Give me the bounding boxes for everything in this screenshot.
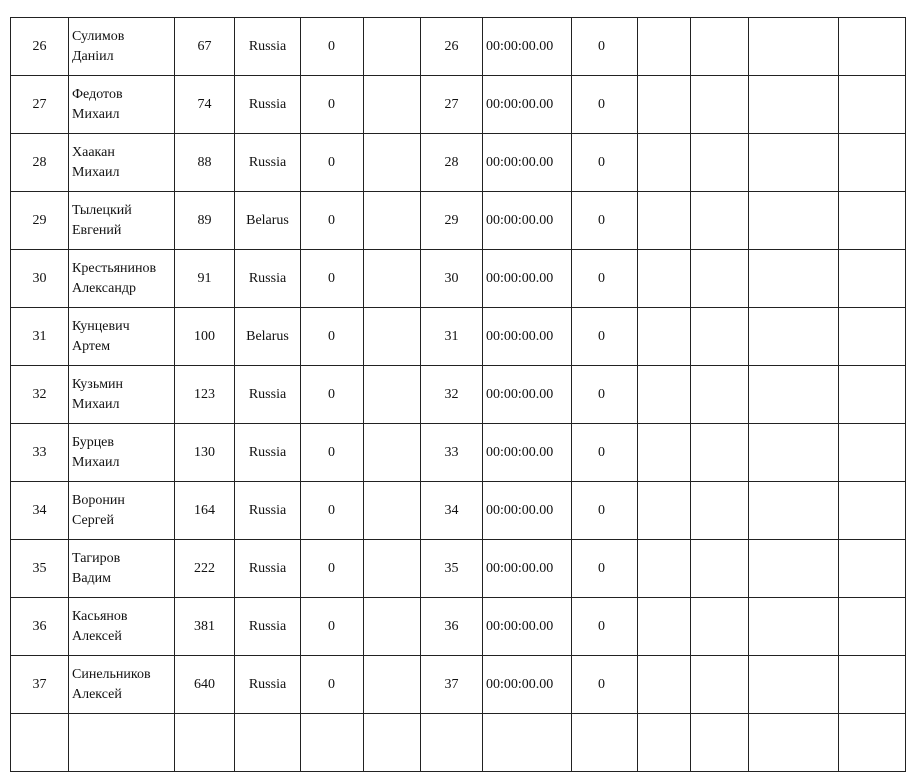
empty-cell [638, 424, 691, 482]
empty-cell [749, 540, 839, 598]
empty-cell [638, 18, 691, 76]
athlete-surname: Тагиров [72, 550, 121, 566]
athlete-firstname: Александр [72, 280, 136, 296]
empty-cell [839, 424, 906, 482]
country-cell: Russia [235, 76, 301, 134]
total-cell: 0 [572, 656, 638, 714]
place-cell: 36 [11, 598, 69, 656]
empty-cell [749, 308, 839, 366]
place-cell: 32 [11, 366, 69, 424]
total-cell: 0 [572, 366, 638, 424]
empty-cell [638, 250, 691, 308]
athlete-surname: Синельников [72, 666, 151, 682]
points-cell: 0 [301, 366, 364, 424]
empty-cell [691, 76, 749, 134]
points-cell: 0 [301, 250, 364, 308]
table-row [11, 366, 906, 424]
rank-cell: 28 [421, 134, 483, 192]
athlete-name-cell [69, 366, 175, 424]
place-cell: 35 [11, 540, 69, 598]
total-cell: 0 [572, 308, 638, 366]
rank-cell [421, 714, 483, 772]
empty-cell [839, 134, 906, 192]
empty-cell [691, 18, 749, 76]
empty-cell [749, 714, 839, 772]
place-cell: 33 [11, 424, 69, 482]
time-cell: 00:00:00.00 [483, 192, 572, 250]
place-cell: 27 [11, 76, 69, 134]
empty-cell [749, 18, 839, 76]
athlete-surname: Хаакан [72, 144, 115, 160]
empty-cell [691, 598, 749, 656]
bib-cell: 67 [175, 18, 235, 76]
table-row [11, 482, 906, 540]
empty-cell [364, 714, 421, 772]
place-cell: 30 [11, 250, 69, 308]
empty-cell [364, 656, 421, 714]
empty-cell [749, 76, 839, 134]
empty-cell [364, 192, 421, 250]
empty-cell [749, 598, 839, 656]
bib-cell: 100 [175, 308, 235, 366]
country-cell: Russia [235, 656, 301, 714]
athlete-name-cell [69, 424, 175, 482]
athlete-firstname: Михаил [72, 106, 120, 122]
empty-cell [691, 656, 749, 714]
empty-cell [364, 250, 421, 308]
place-cell: 28 [11, 134, 69, 192]
athlete-name-cell [69, 134, 175, 192]
place-cell: 26 [11, 18, 69, 76]
empty-cell [691, 250, 749, 308]
place-cell [11, 714, 69, 772]
bib-cell: 164 [175, 482, 235, 540]
rank-cell: 34 [421, 482, 483, 540]
bib-cell: 222 [175, 540, 235, 598]
empty-cell [691, 134, 749, 192]
empty-cell [749, 482, 839, 540]
empty-cell [839, 76, 906, 134]
athlete-name-cell [69, 192, 175, 250]
empty-cell [839, 598, 906, 656]
rank-cell: 31 [421, 308, 483, 366]
country-cell: Russia [235, 366, 301, 424]
total-cell: 0 [572, 250, 638, 308]
athlete-name-cell [69, 656, 175, 714]
points-cell: 0 [301, 134, 364, 192]
athlete-name-cell [69, 250, 175, 308]
athlete-firstname: Вадим [72, 570, 112, 586]
total-cell: 0 [572, 192, 638, 250]
rank-cell: 29 [421, 192, 483, 250]
time-cell: 00:00:00.00 [483, 540, 572, 598]
athlete-firstname: Алексей [72, 628, 122, 644]
rank-cell: 33 [421, 424, 483, 482]
points-cell: 0 [301, 598, 364, 656]
total-cell: 0 [572, 76, 638, 134]
country-cell: Russia [235, 18, 301, 76]
table-row [11, 656, 906, 714]
empty-cell [839, 482, 906, 540]
empty-cell [691, 192, 749, 250]
empty-cell [364, 76, 421, 134]
country-cell: Russia [235, 134, 301, 192]
table-row [11, 424, 906, 482]
empty-cell [638, 192, 691, 250]
table-row [11, 18, 906, 76]
points-cell: 0 [301, 192, 364, 250]
place-cell: 34 [11, 482, 69, 540]
empty-cell [691, 540, 749, 598]
rank-cell: 27 [421, 76, 483, 134]
empty-cell [364, 598, 421, 656]
time-cell: 00:00:00.00 [483, 250, 572, 308]
empty-cell [839, 18, 906, 76]
athlete-name-cell [69, 598, 175, 656]
total-cell: 0 [572, 540, 638, 598]
bib-cell: 91 [175, 250, 235, 308]
athlete-surname: Бурцев [72, 434, 115, 450]
table-row [11, 308, 906, 366]
empty-cell [638, 656, 691, 714]
athlete-name-cell [69, 482, 175, 540]
empty-cell [638, 76, 691, 134]
empty-cell [364, 18, 421, 76]
table-row [11, 540, 906, 598]
empty-cell [638, 598, 691, 656]
empty-cell [839, 366, 906, 424]
country-cell: Russia [235, 540, 301, 598]
country-cell: Russia [235, 250, 301, 308]
athlete-firstname: Алексей [72, 686, 122, 702]
empty-cell [839, 250, 906, 308]
empty-cell [638, 482, 691, 540]
athlete-firstname: Евгений [72, 222, 122, 238]
empty-cell [364, 134, 421, 192]
bib-cell: 88 [175, 134, 235, 192]
table-row [11, 250, 906, 308]
empty-cell [364, 482, 421, 540]
rank-cell: 37 [421, 656, 483, 714]
empty-cell [638, 366, 691, 424]
table-row [11, 134, 906, 192]
time-cell: 00:00:00.00 [483, 76, 572, 134]
empty-cell [364, 366, 421, 424]
time-cell: 00:00:00.00 [483, 308, 572, 366]
table-row [11, 192, 906, 250]
athlete-surname: Сулимов [72, 28, 125, 44]
empty-cell [364, 308, 421, 366]
country-cell [235, 714, 301, 772]
total-cell: 0 [572, 134, 638, 192]
time-cell: 00:00:00.00 [483, 482, 572, 540]
athlete-firstname: Данiил [72, 48, 114, 64]
athlete-surname: Кунцевич [72, 318, 130, 334]
athlete-surname: Воронин [72, 492, 125, 508]
bib-cell: 123 [175, 366, 235, 424]
empty-cell [364, 424, 421, 482]
total-cell: 0 [572, 424, 638, 482]
empty-cell [691, 424, 749, 482]
country-cell: Belarus [235, 308, 301, 366]
empty-cell [839, 714, 906, 772]
country-cell: Russia [235, 598, 301, 656]
empty-cell [638, 134, 691, 192]
athlete-name-cell [69, 540, 175, 598]
bib-cell: 89 [175, 192, 235, 250]
empty-cell [839, 540, 906, 598]
athlete-firstname: Михаил [72, 454, 120, 470]
athlete-surname: Федотов [72, 86, 123, 102]
bib-cell: 640 [175, 656, 235, 714]
empty-cell [691, 366, 749, 424]
place-cell: 29 [11, 192, 69, 250]
table-row [11, 76, 906, 134]
time-cell: 00:00:00.00 [483, 366, 572, 424]
table-row [11, 598, 906, 656]
empty-cell [691, 714, 749, 772]
time-cell: 00:00:00.00 [483, 18, 572, 76]
bib-cell [175, 714, 235, 772]
points-cell: 0 [301, 656, 364, 714]
bib-cell: 130 [175, 424, 235, 482]
rank-cell: 26 [421, 18, 483, 76]
rank-cell: 35 [421, 540, 483, 598]
points-cell [301, 714, 364, 772]
athlete-firstname: Артем [72, 338, 111, 354]
athlete-name-cell [69, 714, 175, 772]
time-cell [483, 714, 572, 772]
empty-cell [691, 482, 749, 540]
time-cell: 00:00:00.00 [483, 134, 572, 192]
results-table-body [11, 18, 906, 772]
athlete-name-cell [69, 18, 175, 76]
country-cell: Belarus [235, 192, 301, 250]
empty-cell [839, 656, 906, 714]
empty-cell [749, 366, 839, 424]
place-cell: 31 [11, 308, 69, 366]
points-cell: 0 [301, 76, 364, 134]
athlete-name-cell [69, 76, 175, 134]
country-cell: Russia [235, 482, 301, 540]
athlete-firstname: Михаил [72, 396, 120, 412]
empty-cell [749, 424, 839, 482]
athlete-surname: Крестьянинов [72, 260, 157, 276]
time-cell: 00:00:00.00 [483, 598, 572, 656]
time-cell: 00:00:00.00 [483, 424, 572, 482]
athlete-firstname: Сергей [72, 512, 114, 528]
empty-cell [638, 714, 691, 772]
rank-cell: 30 [421, 250, 483, 308]
empty-cell [691, 308, 749, 366]
athlete-surname: Кузьмин [72, 376, 124, 392]
empty-cell [749, 250, 839, 308]
athlete-surname: Тылецкий [72, 202, 132, 218]
empty-cell [638, 308, 691, 366]
rank-cell: 32 [421, 366, 483, 424]
athlete-firstname: Михаил [72, 164, 120, 180]
points-cell: 0 [301, 424, 364, 482]
table-row [11, 714, 906, 772]
empty-cell [749, 134, 839, 192]
empty-cell [839, 308, 906, 366]
results-table [10, 17, 906, 772]
empty-cell [749, 192, 839, 250]
total-cell: 0 [572, 18, 638, 76]
points-cell: 0 [301, 482, 364, 540]
points-cell: 0 [301, 18, 364, 76]
athlete-name-cell [69, 308, 175, 366]
bib-cell: 74 [175, 76, 235, 134]
total-cell: 0 [572, 598, 638, 656]
empty-cell [364, 540, 421, 598]
empty-cell [749, 656, 839, 714]
total-cell: 0 [572, 482, 638, 540]
total-cell [572, 714, 638, 772]
points-cell: 0 [301, 308, 364, 366]
time-cell: 00:00:00.00 [483, 656, 572, 714]
points-cell: 0 [301, 540, 364, 598]
empty-cell [638, 540, 691, 598]
rank-cell: 36 [421, 598, 483, 656]
country-cell: Russia [235, 424, 301, 482]
empty-cell [839, 192, 906, 250]
athlete-surname: Касьянов [72, 608, 128, 624]
bib-cell: 381 [175, 598, 235, 656]
place-cell: 37 [11, 656, 69, 714]
